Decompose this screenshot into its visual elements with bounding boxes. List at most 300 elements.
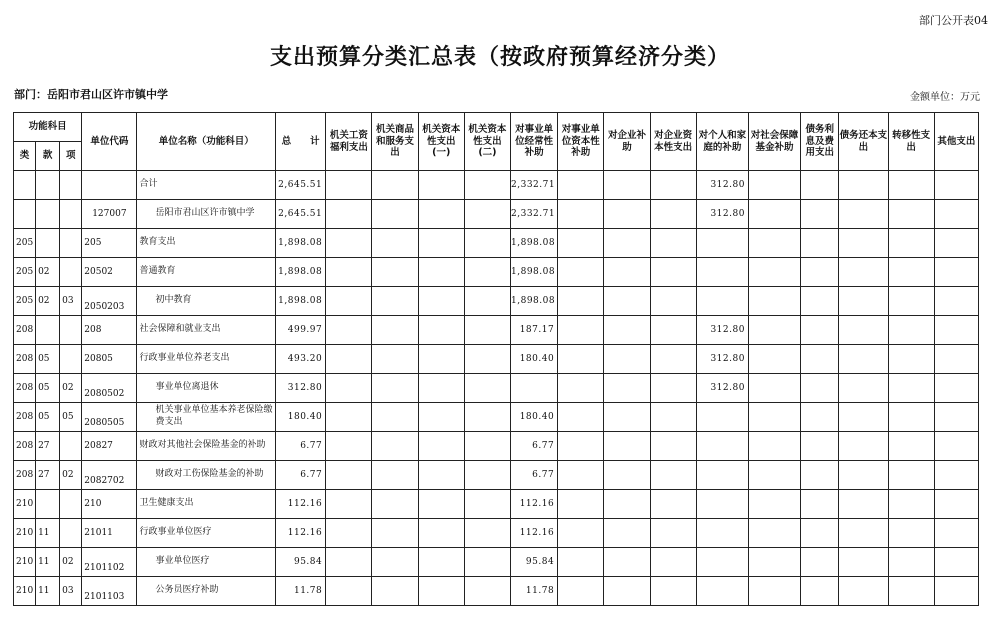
cell-total: 180.40 [276, 403, 326, 432]
cell-c12 [839, 577, 888, 606]
cell-c9 [696, 461, 748, 490]
cell-c1 [326, 519, 372, 548]
form-code: 部门公开表04 [919, 14, 988, 27]
cell-c12 [839, 200, 888, 229]
cell-c10 [748, 171, 800, 200]
cell-xiang: 02 [60, 461, 82, 490]
cell-c11 [801, 403, 839, 432]
cell-c7 [604, 403, 650, 432]
cell-c14 [934, 461, 978, 490]
cell-c1 [326, 490, 372, 519]
table-body [14, 171, 979, 606]
cell-total: 95.84 [276, 548, 326, 577]
cell-total: 1,898.08 [276, 287, 326, 316]
cell-c9: 312.80 [696, 316, 748, 345]
table-row [14, 490, 979, 519]
cell-c11 [801, 345, 839, 374]
header-col: 机关商品和服务支出 [372, 113, 418, 171]
cell-c7 [604, 577, 650, 606]
cell-c9 [696, 229, 748, 258]
cell-xiang: 02 [60, 548, 82, 577]
cell-c14 [934, 200, 978, 229]
cell-unit-name: 卫生健康支出 [137, 490, 276, 519]
cell-c1 [326, 200, 372, 229]
cell-c6 [558, 519, 604, 548]
cell-xiang [60, 316, 82, 345]
cell-c8 [650, 229, 696, 258]
cell-xiang [60, 171, 82, 200]
cell-c9 [696, 577, 748, 606]
table-row [14, 374, 979, 403]
cell-c7 [604, 374, 650, 403]
cell-lei: 208 [14, 461, 36, 490]
cell-c11 [801, 171, 839, 200]
cell-c2 [372, 258, 418, 287]
cell-unit-name: 教育支出 [137, 229, 276, 258]
cell-c2 [372, 287, 418, 316]
page-title: 支出预算分类汇总表（按政府预算经济分类） [269, 45, 730, 70]
cell-c1 [326, 403, 372, 432]
cell-c12 [839, 258, 888, 287]
amount-unit-label: 金额单位：万元 [910, 92, 980, 103]
cell-xiang [60, 519, 82, 548]
cell-c10 [748, 490, 800, 519]
cell-unit-code: 127007 [82, 200, 137, 229]
cell-c11 [801, 229, 839, 258]
cell-c13 [888, 345, 934, 374]
cell-c2 [372, 577, 418, 606]
cell-c12 [839, 461, 888, 490]
cell-lei [14, 200, 36, 229]
cell-c4 [464, 316, 510, 345]
cell-c12 [839, 519, 888, 548]
table-row [14, 519, 979, 548]
header-col: 对事业单位资本性补助 [558, 113, 604, 171]
cell-c6 [558, 403, 604, 432]
cell-lei: 205 [14, 229, 36, 258]
table-row [14, 403, 979, 432]
cell-c5: 6.77 [511, 432, 558, 461]
table-row [14, 229, 979, 258]
cell-c9: 312.80 [696, 345, 748, 374]
cell-unit-name: 事业单位医疗 [137, 548, 276, 577]
cell-c7 [604, 316, 650, 345]
cell-c9 [696, 519, 748, 548]
cell-c10 [748, 403, 800, 432]
cell-c2 [372, 548, 418, 577]
cell-c3 [418, 258, 464, 287]
cell-kuan: 02 [36, 287, 60, 316]
table-row [14, 548, 979, 577]
cell-kuan: 11 [36, 548, 60, 577]
cell-c3 [418, 548, 464, 577]
cell-c8 [650, 461, 696, 490]
cell-c3 [418, 316, 464, 345]
cell-c14 [934, 432, 978, 461]
cell-c7 [604, 200, 650, 229]
cell-unit-name: 事业单位离退休 [137, 374, 276, 403]
cell-c14 [934, 258, 978, 287]
cell-c4 [464, 403, 510, 432]
cell-c12 [839, 490, 888, 519]
cell-unit-code: 2101103 [82, 577, 137, 606]
cell-c5: 2,332.71 [511, 171, 558, 200]
header-lei: 类 [14, 142, 36, 171]
cell-c5 [511, 374, 558, 403]
cell-c8 [650, 258, 696, 287]
cell-c13 [888, 171, 934, 200]
cell-xiang: 02 [60, 374, 82, 403]
cell-c1 [326, 345, 372, 374]
cell-c13 [888, 403, 934, 432]
cell-xiang [60, 200, 82, 229]
cell-c12 [839, 287, 888, 316]
cell-unit-code: 208 [82, 316, 137, 345]
cell-c4 [464, 229, 510, 258]
cell-c9: 312.80 [696, 200, 748, 229]
cell-lei: 208 [14, 374, 36, 403]
cell-c11 [801, 461, 839, 490]
cell-unit-code: 205 [82, 229, 137, 258]
cell-c5: 112.16 [511, 490, 558, 519]
cell-c5: 112.16 [511, 519, 558, 548]
cell-c10 [748, 548, 800, 577]
cell-c11 [801, 548, 839, 577]
cell-c8 [650, 345, 696, 374]
cell-c1 [326, 316, 372, 345]
cell-c10 [748, 461, 800, 490]
cell-kuan: 05 [36, 403, 60, 432]
cell-c7 [604, 229, 650, 258]
cell-unit-code: 2050203 [82, 287, 137, 316]
cell-kuan: 02 [36, 258, 60, 287]
cell-c7 [604, 432, 650, 461]
cell-c9 [696, 432, 748, 461]
cell-total: 6.77 [276, 461, 326, 490]
table-row [14, 171, 979, 200]
cell-c8 [650, 374, 696, 403]
cell-c14 [934, 316, 978, 345]
cell-c14 [934, 519, 978, 548]
cell-lei: 208 [14, 432, 36, 461]
cell-c9: 312.80 [696, 374, 748, 403]
cell-c2 [372, 490, 418, 519]
cell-c13 [888, 548, 934, 577]
cell-c10 [748, 345, 800, 374]
header-col: 机关资本性支出(一) [418, 113, 464, 171]
cell-c11 [801, 200, 839, 229]
cell-c1 [326, 171, 372, 200]
cell-c14 [934, 287, 978, 316]
cell-xiang: 03 [60, 287, 82, 316]
cell-c6 [558, 345, 604, 374]
cell-total: 6.77 [276, 432, 326, 461]
cell-c3 [418, 490, 464, 519]
cell-c1 [326, 287, 372, 316]
cell-c1 [326, 577, 372, 606]
cell-c8 [650, 171, 696, 200]
cell-c12 [839, 432, 888, 461]
cell-c6 [558, 432, 604, 461]
cell-c9 [696, 287, 748, 316]
cell-c6 [558, 258, 604, 287]
cell-c10 [748, 287, 800, 316]
cell-c9 [696, 258, 748, 287]
cell-c2 [372, 461, 418, 490]
cell-unit-code: 2082702 [82, 461, 137, 490]
cell-lei: 208 [14, 316, 36, 345]
cell-c13 [888, 229, 934, 258]
cell-c7 [604, 461, 650, 490]
cell-c14 [934, 577, 978, 606]
cell-c1 [326, 548, 372, 577]
cell-kuan [36, 316, 60, 345]
cell-c14 [934, 403, 978, 432]
header-unit-code: 单位代码 [82, 113, 137, 171]
cell-c7 [604, 258, 650, 287]
cell-unit-code: 2080502 [82, 374, 137, 403]
cell-c2 [372, 171, 418, 200]
cell-c3 [418, 374, 464, 403]
cell-unit-code: 20502 [82, 258, 137, 287]
cell-total: 2,645.51 [276, 171, 326, 200]
cell-c11 [801, 577, 839, 606]
cell-c14 [934, 229, 978, 258]
header-col: 对企业补助 [604, 113, 650, 171]
header-xiang: 项 [60, 142, 82, 171]
cell-c8 [650, 548, 696, 577]
table-row [14, 577, 979, 606]
cell-kuan: 05 [36, 374, 60, 403]
cell-c14 [934, 374, 978, 403]
cell-total: 112.16 [276, 490, 326, 519]
cell-c4 [464, 287, 510, 316]
cell-unit-name: 财政对其他社会保险基金的补助 [137, 432, 276, 461]
cell-c1 [326, 461, 372, 490]
cell-c4 [464, 258, 510, 287]
cell-c6 [558, 461, 604, 490]
cell-c9 [696, 490, 748, 519]
cell-c8 [650, 490, 696, 519]
cell-unit-name: 普通教育 [137, 258, 276, 287]
header-unit-name: 单位名称（功能科目） [137, 113, 276, 171]
header-col: 对事业单位经常性补助 [511, 113, 558, 171]
cell-total: 1,898.08 [276, 258, 326, 287]
cell-c6 [558, 374, 604, 403]
cell-c1 [326, 374, 372, 403]
cell-c10 [748, 374, 800, 403]
cell-xiang [60, 490, 82, 519]
cell-unit-code: 2101102 [82, 548, 137, 577]
cell-c5: 11.78 [511, 577, 558, 606]
cell-c10 [748, 258, 800, 287]
cell-c6 [558, 490, 604, 519]
table-row [14, 461, 979, 490]
cell-c9 [696, 548, 748, 577]
cell-c8 [650, 577, 696, 606]
cell-xiang [60, 345, 82, 374]
cell-unit-name: 财政对工伤保险基金的补助 [137, 461, 276, 490]
cell-c4 [464, 345, 510, 374]
cell-c4 [464, 171, 510, 200]
cell-c5: 1,898.08 [511, 258, 558, 287]
cell-unit-code: 2080505 [82, 403, 137, 432]
cell-c13 [888, 316, 934, 345]
cell-c10 [748, 200, 800, 229]
cell-lei: 210 [14, 490, 36, 519]
table-row [14, 432, 979, 461]
cell-c5: 6.77 [511, 461, 558, 490]
cell-kuan [36, 490, 60, 519]
cell-c14 [934, 171, 978, 200]
cell-lei: 210 [14, 577, 36, 606]
cell-c10 [748, 229, 800, 258]
cell-xiang [60, 432, 82, 461]
cell-c2 [372, 345, 418, 374]
cell-c2 [372, 374, 418, 403]
cell-c13 [888, 200, 934, 229]
cell-xiang [60, 258, 82, 287]
cell-c4 [464, 490, 510, 519]
cell-c3 [418, 345, 464, 374]
cell-c13 [888, 287, 934, 316]
cell-c8 [650, 403, 696, 432]
header-kuan: 款 [36, 142, 60, 171]
cell-c7 [604, 287, 650, 316]
cell-unit-name: 初中教育 [137, 287, 276, 316]
cell-c8 [650, 519, 696, 548]
cell-unit-code: 210 [82, 490, 137, 519]
header-col: 对企业资本性支出 [650, 113, 696, 171]
cell-c4 [464, 374, 510, 403]
cell-c12 [839, 316, 888, 345]
cell-c3 [418, 229, 464, 258]
cell-unit-name: 公务员医疗补助 [137, 577, 276, 606]
cell-c7 [604, 490, 650, 519]
cell-unit-name: 行政事业单位养老支出 [137, 345, 276, 374]
cell-c5: 2,332.71 [511, 200, 558, 229]
cell-c3 [418, 461, 464, 490]
table-row [14, 258, 979, 287]
cell-c5: 1,898.08 [511, 229, 558, 258]
cell-c6 [558, 577, 604, 606]
cell-kuan [36, 229, 60, 258]
cell-c12 [839, 374, 888, 403]
cell-lei: 210 [14, 548, 36, 577]
cell-c13 [888, 490, 934, 519]
cell-c2 [372, 229, 418, 258]
cell-c3 [418, 287, 464, 316]
cell-c8 [650, 432, 696, 461]
cell-c11 [801, 374, 839, 403]
cell-c6 [558, 316, 604, 345]
cell-c7 [604, 345, 650, 374]
cell-kuan: 27 [36, 432, 60, 461]
cell-c7 [604, 548, 650, 577]
table-row [14, 345, 979, 374]
cell-xiang: 05 [60, 403, 82, 432]
cell-lei: 205 [14, 258, 36, 287]
cell-c3 [418, 171, 464, 200]
table-row [14, 316, 979, 345]
cell-c10 [748, 577, 800, 606]
cell-c11 [801, 519, 839, 548]
cell-c12 [839, 403, 888, 432]
cell-c11 [801, 258, 839, 287]
cell-c13 [888, 461, 934, 490]
cell-kuan: 11 [36, 577, 60, 606]
cell-c1 [326, 229, 372, 258]
cell-c13 [888, 374, 934, 403]
cell-c3 [418, 577, 464, 606]
cell-lei [14, 171, 36, 200]
cell-c10 [748, 316, 800, 345]
cell-c4 [464, 461, 510, 490]
cell-c13 [888, 258, 934, 287]
department-label: 部门：岳阳市君山区许市镇中学 [14, 88, 168, 101]
cell-c5: 187.17 [511, 316, 558, 345]
cell-total: 499.97 [276, 316, 326, 345]
cell-lei: 208 [14, 403, 36, 432]
cell-c14 [934, 490, 978, 519]
cell-lei: 210 [14, 519, 36, 548]
cell-c6 [558, 287, 604, 316]
cell-c5: 180.40 [511, 345, 558, 374]
header-col: 对个人和家庭的补助 [696, 113, 748, 171]
table-row [14, 200, 979, 229]
cell-c14 [934, 548, 978, 577]
cell-c2 [372, 432, 418, 461]
cell-c6 [558, 548, 604, 577]
cell-c4 [464, 548, 510, 577]
cell-c11 [801, 287, 839, 316]
cell-kuan [36, 171, 60, 200]
cell-c8 [650, 316, 696, 345]
cell-kuan [36, 200, 60, 229]
cell-kuan: 27 [36, 461, 60, 490]
cell-unit-name: 行政事业单位医疗 [137, 519, 276, 548]
cell-c2 [372, 316, 418, 345]
cell-unit-code: 20827 [82, 432, 137, 461]
cell-c5: 180.40 [511, 403, 558, 432]
header-col: 机关资本性支出(二) [464, 113, 510, 171]
cell-c3 [418, 432, 464, 461]
cell-kuan: 05 [36, 345, 60, 374]
budget-table [13, 112, 979, 606]
cell-c5: 95.84 [511, 548, 558, 577]
cell-c12 [839, 229, 888, 258]
header-col: 对社会保障基金补助 [748, 113, 800, 171]
header-col: 债务还本支出 [839, 113, 888, 171]
table-row [14, 287, 979, 316]
cell-c14 [934, 345, 978, 374]
header-col: 机关工资福利支出 [326, 113, 372, 171]
cell-c2 [372, 519, 418, 548]
cell-total: 312.80 [276, 374, 326, 403]
cell-c6 [558, 171, 604, 200]
cell-c13 [888, 519, 934, 548]
header-total: 总 计 [276, 113, 326, 171]
cell-c6 [558, 200, 604, 229]
cell-lei: 205 [14, 287, 36, 316]
cell-c3 [418, 519, 464, 548]
header-col: 债务利息及费用支出 [801, 113, 839, 171]
cell-c9 [696, 403, 748, 432]
cell-c1 [326, 432, 372, 461]
cell-unit-code: 21011 [82, 519, 137, 548]
cell-c12 [839, 171, 888, 200]
cell-c11 [801, 316, 839, 345]
